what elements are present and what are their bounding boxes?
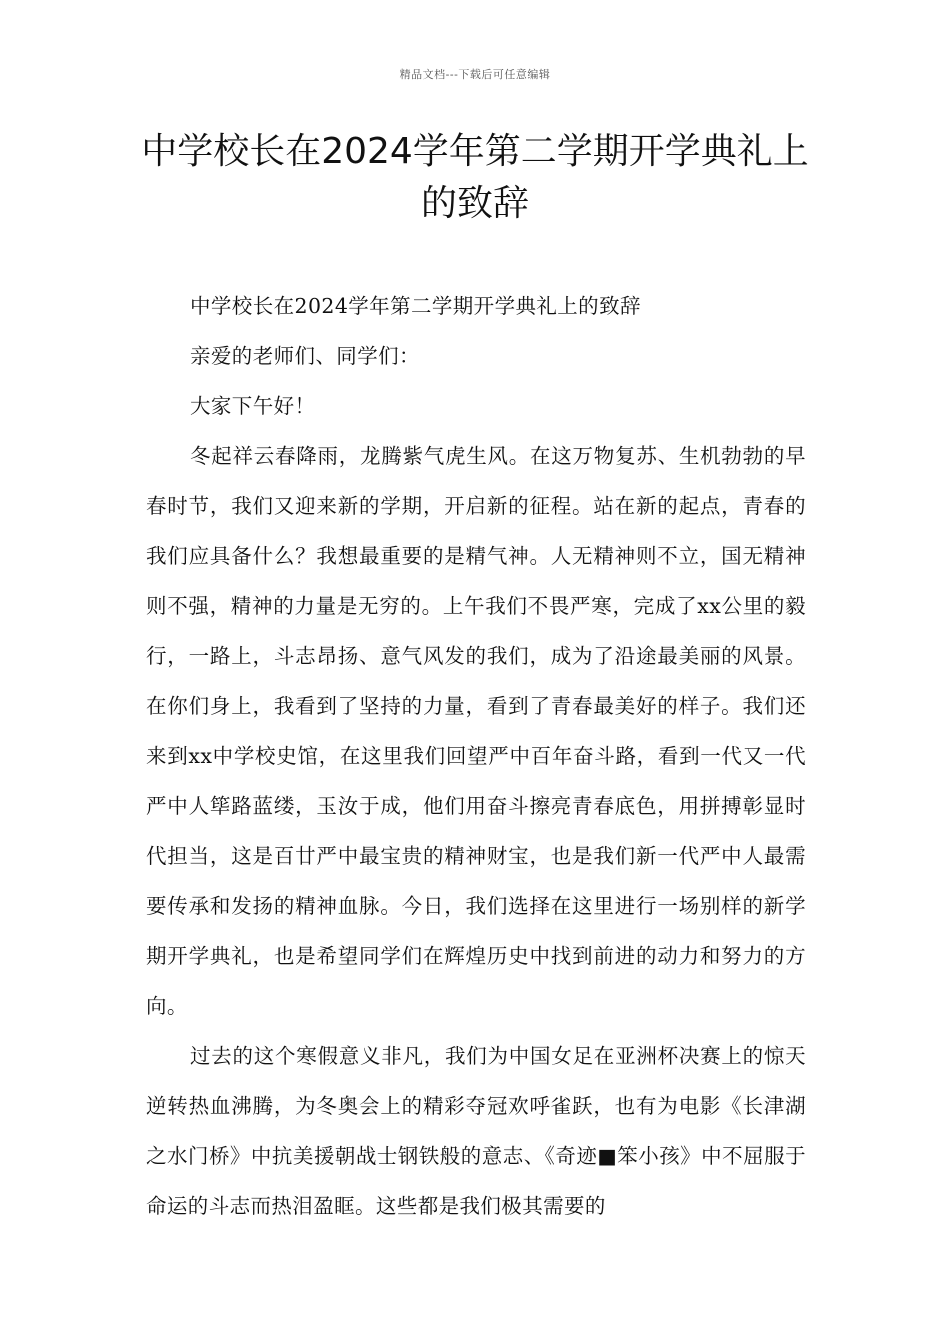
paragraph-body-1: 冬起祥云春降雨，龙腾紫气虎生风。在这万物复苏、生机勃勃的早春时节，我们又迎来新的学期，开启新的征程。站在新的起点，青春的我们应具备什么？我想最重要的是精气神。人无精神则不立，国无精神则不强，精神的力量是无穷的。上午我们不畏严寒，完成了xx公里的毅行，一路上，斗志昂扬、意气风发的我们，成为了沿途最美丽的风景。在你们身上，我看到了坚持的力量，看到了青春最美好的样子。我们还来到xx中学校史馆，在这里我们回望严中百年奋斗路，看到一代又一代严中人筚路蓝缕，玉汝于成，他们用奋斗擦亮青春底色，用拼搏彰显时代担当，这是百廿严中最宝贵的精神财宝，也是我们新一代严中人最需要传承和发扬的精神血脉。今日，我们选择在这里进行一场别样的新学期开学典礼，也是希望同学们在辉煌历史中找到前进的动力和努力的方向。 bbox=[146, 444, 806, 1018]
document-body bbox=[146, 281, 806, 1231]
document-title: 中学校长在2024学年第二学期开学典礼上的致辞 bbox=[141, 131, 809, 224]
paragraph-subtitle: 中学校长在2024学年第二学期开学典礼上的致辞 bbox=[190, 294, 641, 318]
paragraph-greeting: 大家下午好！ bbox=[190, 394, 316, 418]
paragraph-body-2: 过去的这个寒假意义非凡，我们为中国女足在亚洲杯决赛上的惊天逆转热血沸腾，为冬奥会上的精彩夺冠欢呼雀跃，也有为电影《长津湖之水门桥》中抗美援朝战士钢铁般的意志、《奇迹■笨小孩》中不屈服于命运的斗志而热泪盈眶。这些都是我们极其需要的 bbox=[146, 1044, 806, 1218]
paragraph-salutation: 亲爱的老师们、同学们： bbox=[190, 344, 420, 368]
header-note: 精品文档---下载后可任意编辑 bbox=[399, 68, 551, 81]
